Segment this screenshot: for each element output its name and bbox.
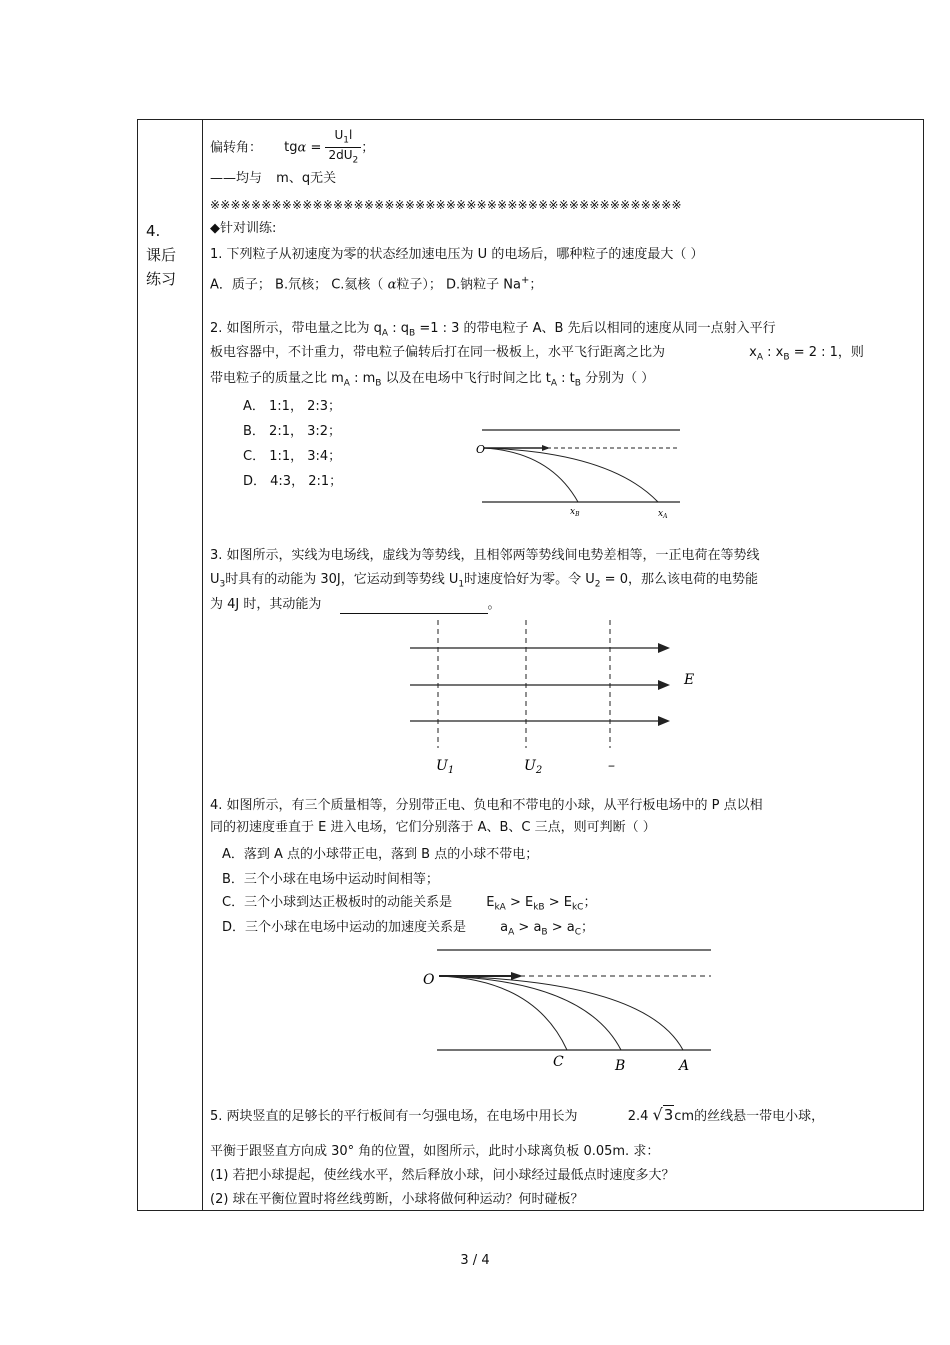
question-2-option-a: A． 1:1， 2:3； — [243, 399, 342, 414]
question-5-line4: (2) 球在平衡位置时将丝线剪断，小球将做何种运动？何时碰板？ — [210, 1192, 584, 1207]
question-1-options: A．质子； B.氘核； C.氦核（ α粒子）； D.钠粒子 Na+； — [210, 275, 543, 293]
page-number: 3 / 4 — [460, 1253, 490, 1268]
recap-note: ——均与 m、q无关 — [210, 171, 337, 186]
question-4-figure — [415, 942, 715, 1078]
origin-label: O — [423, 972, 435, 988]
question-2-option-d: D． 4:3， 2:1； — [243, 474, 343, 489]
question-3-line1: 3. 如图所示，实线为电场线，虚线为等势线，且相邻两等势线间电势差相等，一正电荷在等势线 — [210, 548, 760, 563]
question-2-option-c: C． 1:1， 3:4； — [243, 449, 342, 464]
deflection-angle-formula: 偏转角： tgα = $\frac{U_1l}{2dU_2}$ ； — [210, 128, 375, 166]
question-2-line2: 板电容器中，不计重力，带电粒子偏转后打在同一极板上，水平飞行距离之比为 $x_A$ : $x_B = 2$ : 1，则 — [210, 345, 864, 363]
velocity-arrowhead — [511, 972, 523, 980]
question-4-option-c: C．三个小球到达正极板时的动能关系是 $E_{kA} > E_{kB} > E_{kC}$； — [222, 895, 597, 913]
trajectory-c — [439, 976, 567, 1050]
point-c-label: C — [553, 1054, 564, 1070]
formula-fraction: $\frac{U_1l}{2dU_2}$ — [325, 128, 361, 168]
question-1-text: 1. 下列粒子从初速度为零的状态经加速电压为 U 的电场后，哪种粒子的速度最大（ ） — [210, 247, 704, 262]
question-5-line1: 5. 两块竖直的足够长的平行板间有一匀强电场，在电场中用长为 2.4 √3cm的丝线悬一带电小球， — [210, 1105, 825, 1124]
question-4-line2: 同的初速度垂直于 E 进入电场，它们分别落于 A、B、C 三点，则可判断（ ） — [210, 820, 656, 835]
column-divider — [202, 120, 203, 1210]
point-b-label: B — [615, 1058, 626, 1074]
section-heading — [146, 219, 196, 291]
question-2-option-b: B． 2:1， 3:2； — [243, 424, 342, 439]
question-2-figure — [470, 418, 690, 528]
question-3-line3: 为 4J 时，其动能为 。 — [210, 597, 501, 612]
point-a-label: A — [679, 1058, 690, 1074]
question-5-line2: 平衡于跟竖直方向成 30° 角的位置，如图所示，此时小球离负板 0.05m. 求： — [210, 1144, 660, 1159]
origin-label: O — [476, 443, 486, 456]
section-number: 4. — [146, 222, 161, 240]
question-2-line3: 带电粒子的质量之比 $m_A$ : $m_B$ 以及在电场中飞行时间之比 $t_A$ : $t_B$ 分别为（ ） — [210, 371, 655, 389]
velocity-arrowhead — [542, 445, 550, 451]
section-title-line2: 练习 — [146, 270, 177, 288]
question-4-option-a: A．落到 A 点的小球带正电，落到 B 点的小球不带电； — [222, 847, 539, 862]
xa-label: $x_A$ — [658, 509, 668, 520]
xb-label: $x_B$ — [570, 507, 580, 518]
u3-label: – — [608, 758, 615, 774]
field-label: E — [684, 672, 695, 688]
question-4-line1: 4. 如图所示，有三个质量相等，分别带正电、负电和不带电的小球，从平行板电场中的 P 点以相 — [210, 798, 763, 813]
question-5-line3: (1) 若把小球提起，使丝线水平，然后释放小球，问小球经过最低点时速度多大？ — [210, 1168, 675, 1183]
trajectory-a — [484, 448, 658, 502]
question-4-option-b: B．三个小球在电场中运动时间相等； — [222, 872, 439, 887]
question-3-figure — [400, 620, 710, 780]
trajectory-b — [439, 976, 621, 1050]
separator-line: ※※※※※※※※※※※※※※※※※※※※※※※※※※※※※※※※※※※※※※※※※※※※※※ — [210, 198, 682, 212]
u1-label: $U_1$ — [436, 758, 455, 776]
answer-blank[interactable] — [340, 601, 488, 614]
trajectory-b — [484, 448, 578, 502]
u2-label: $U_2$ — [524, 758, 543, 776]
training-header: ◆针对训练: — [210, 221, 277, 236]
question-3-line2: $U_3$时具有的动能为 30J，它运动到等势线 $U_1$时速度恰好为零。令 $U_2 = 0$，那么该电荷的电势能 — [210, 572, 758, 590]
question-4-option-d: D．三个小球在电场中运动的加速度关系是 $a_A > a_B > a_C$； — [222, 920, 595, 938]
question-2-line1: 2. 如图所示，带电量之比为 $q_A$ : $q_B =1$ : 3 的带电粒子 A、B 先后以相同的速度从同一点射入平行 — [210, 321, 776, 339]
section-title-line1: 课后 — [146, 246, 177, 264]
